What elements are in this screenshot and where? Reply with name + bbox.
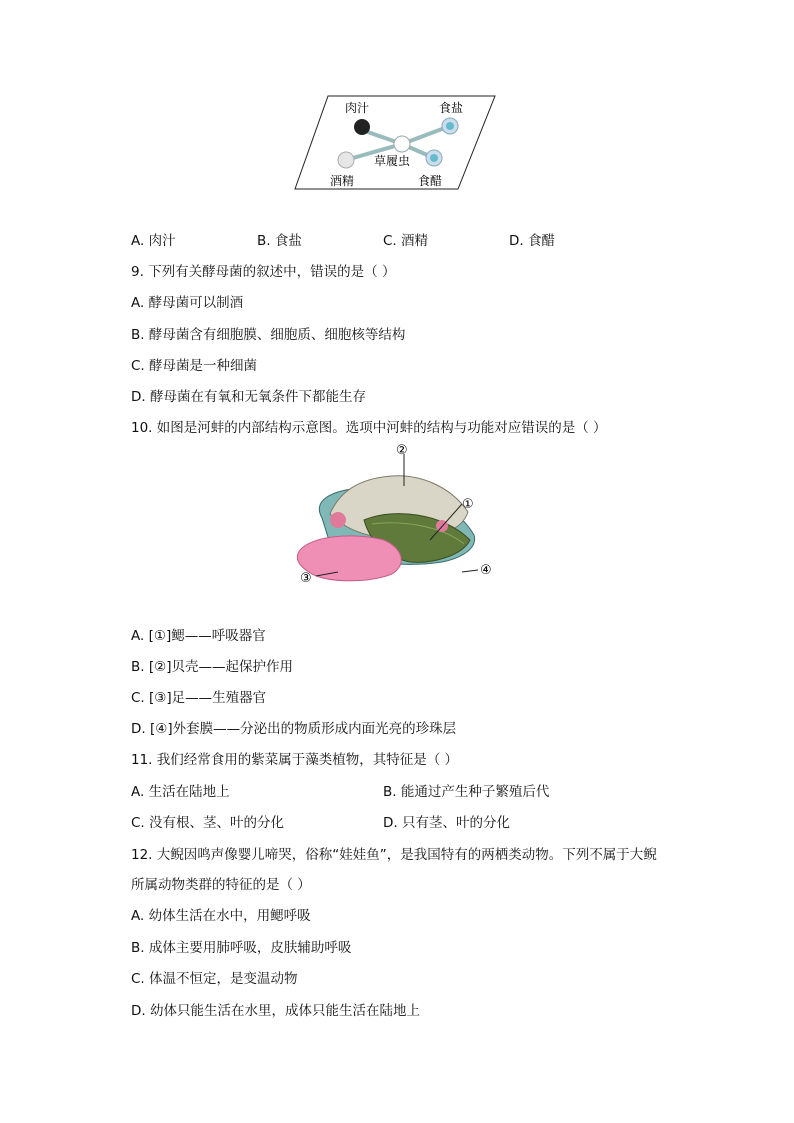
q12-option-d: D. 幼体只能生活在水里，成体只能生活在陆地上 [131,1003,420,1019]
q11-option-c: C. 没有根、茎、叶的分化 [131,815,285,831]
q10-option-c: C. [③]足——生殖器官 [131,690,267,706]
q11-option-d: D. 只有茎、叶的分化 [383,815,510,831]
label-2: ② [396,443,408,458]
q10-option-d: D. [④]外套膜——分泌出的物质形成内面光亮的珍珠层 [131,721,457,737]
label-center: 草履虫 [374,154,411,168]
label-salt: 食盐 [439,101,464,115]
q12-option-b: B. 成体主要用肺呼吸，皮肤辅助呼吸 [131,940,352,956]
q9-option-d: D. 酵母菌在有氧和无氧条件下都能生存 [131,389,366,405]
q10-stem: 10. 如图是河蚌的内部结构示意图。选项中河蚌的结构与功能对应错误的是（ ） [131,420,607,436]
label-alcohol: 酒精 [330,174,355,188]
q12-stem-line1: 12. 大鲵因鸣声像婴儿啼哭，俗称“娃娃鱼”，是我国特有的两栖类动物。下列不属于大鲵 [131,847,657,863]
label-3: ③ [300,571,312,586]
paramecium-experiment-figure [290,92,500,192]
q8-option-c: C. 酒精 [383,233,429,249]
q9-option-b: B. 酵母菌含有细胞膜、细胞质、细胞核等结构 [131,327,406,343]
label-1: ① [462,497,474,512]
q12-option-a: A. 幼体生活在水中，用鳃呼吸 [131,908,311,924]
q9-option-c: C. 酵母菌是一种细菌 [131,358,258,374]
q11-option-a: A. 生活在陆地上 [131,784,230,800]
q10-option-a: A. [①]鳃——呼吸器官 [131,628,266,644]
q12-stem-line2: 所属动物类群的特征的是（ ） [131,877,311,893]
q11-stem: 11. 我们经常食用的紫菜属于藻类植物，其特征是（ ） [131,752,459,768]
q10-option-b: B. [②]贝壳——起保护作用 [131,659,293,675]
q12-option-c: C. 体温不恒定，是变温动物 [131,971,298,987]
q11-option-b: B. 能通过产生种子繁殖后代 [383,784,550,800]
label-4: ④ [480,563,492,578]
q8-option-d: D. 食醋 [509,233,555,249]
q9-option-a: A. 酵母菌可以制酒 [131,295,244,311]
label-meat: 肉汁 [345,101,370,115]
mussel-structure-figure [292,440,502,590]
q8-option-a: A. 肉汁 [131,233,176,249]
q9-stem: 9. 下列有关酵母菌的叙述中，错误的是（ ） [131,264,396,280]
label-vinegar: 食醋 [418,174,443,188]
q8-option-b: B. 食盐 [257,233,302,249]
